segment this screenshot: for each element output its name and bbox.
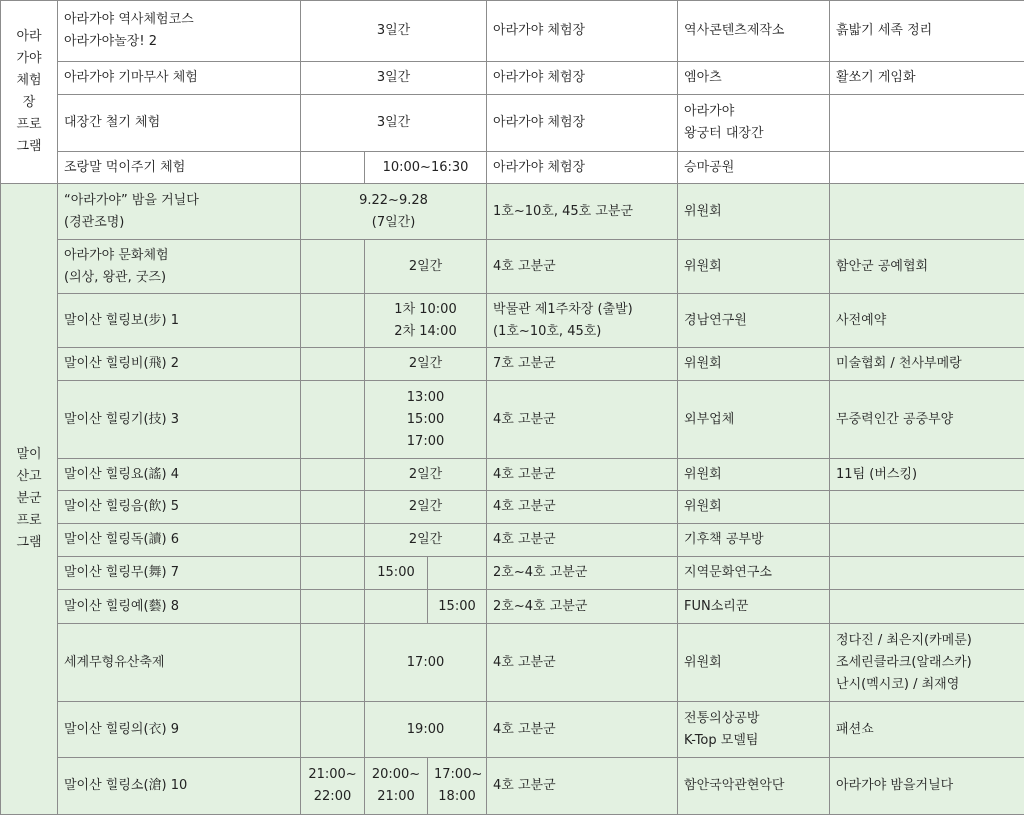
empty-cell (301, 152, 365, 184)
table-row (1, 624, 1024, 702)
organizer-cell: 위원회 (678, 184, 830, 240)
table-row (1, 381, 1024, 459)
venue-cell: 4호 고분군 (487, 624, 678, 702)
schedule-cell: 20:00~ 21:00 (365, 758, 428, 815)
category-cell-experience: 아라 가야 체험 장 프로 그램 (1, 1, 58, 184)
schedule-cell: 3일간 (301, 62, 487, 95)
empty-cell (365, 590, 428, 624)
empty-cell (301, 240, 365, 294)
schedule-cell: 15:00 (365, 557, 428, 590)
organizer-cell: 엠아츠 (678, 62, 830, 95)
empty-cell (301, 590, 365, 624)
table-row (1, 294, 1024, 348)
schedule-cell: 15:00 (428, 590, 487, 624)
schedule-cell: 3일간 (301, 1, 487, 62)
table-row (1, 702, 1024, 758)
organizer-cell: 승마공원 (678, 152, 830, 184)
venue-cell: 4호 고분군 (487, 459, 678, 491)
table-row (1, 524, 1024, 557)
empty-cell (301, 381, 365, 459)
venue-cell: 2호~4호 고분군 (487, 557, 678, 590)
organizer-cell: 외부업체 (678, 381, 830, 459)
venue-cell: 4호 고분군 (487, 758, 678, 815)
note-cell: 아라가야 밤을거닐다 (830, 758, 1024, 815)
schedule-cell: 21:00~ 22:00 (301, 758, 365, 815)
venue-cell: 1호~10호, 45호 고분군 (487, 184, 678, 240)
empty-cell (301, 524, 365, 557)
schedule-cell: 2일간 (365, 491, 487, 524)
venue-cell: 아라가야 체험장 (487, 62, 678, 95)
program-name-cell: 말이산 힐링기(技) 3 (58, 381, 301, 459)
program-name-cell: 말이산 힐링무(舞) 7 (58, 557, 301, 590)
empty-cell (301, 702, 365, 758)
venue-cell: 박물관 제1주차장 (출발) (1호~10호, 45호) (487, 294, 678, 348)
program-name-cell: 말이산 힐링의(衣) 9 (58, 702, 301, 758)
venue-cell: 4호 고분군 (487, 524, 678, 557)
organizer-cell: 위원회 (678, 624, 830, 702)
organizer-cell: 위원회 (678, 348, 830, 381)
schedule-cell: 17:00 (365, 624, 487, 702)
note-cell (830, 491, 1024, 524)
schedule-cell: 9.22~9.28 (7일간) (301, 184, 487, 240)
organizer-cell: 함안국악관현악단 (678, 758, 830, 815)
organizer-cell: 위원회 (678, 240, 830, 294)
note-cell: 사전예약 (830, 294, 1024, 348)
organizer-cell: 위원회 (678, 459, 830, 491)
venue-cell: 7호 고분군 (487, 348, 678, 381)
program-name-cell: “아라가야” 밤을 거닐다 (경관조명) (58, 184, 301, 240)
empty-cell (301, 624, 365, 702)
note-cell: 무중력인간 공중부양 (830, 381, 1024, 459)
empty-cell (301, 294, 365, 348)
venue-cell: 아라가야 체험장 (487, 152, 678, 184)
table-row (1, 152, 1024, 184)
venue-cell: 2호~4호 고분군 (487, 590, 678, 624)
venue-cell: 4호 고분군 (487, 240, 678, 294)
schedule-cell: 2일간 (365, 524, 487, 557)
organizer-cell: 위원회 (678, 491, 830, 524)
table-row (1, 1, 1024, 62)
organizer-cell: 기후책 공부방 (678, 524, 830, 557)
table-row (1, 240, 1024, 294)
note-cell: 흙밟기 세족 정리 (830, 1, 1024, 62)
schedule-cell: 2일간 (365, 459, 487, 491)
organizer-cell: 전통의상공방 K-Top 모델팀 (678, 702, 830, 758)
table-row (1, 459, 1024, 491)
table-row (1, 590, 1024, 624)
note-cell: 함안군 공예협회 (830, 240, 1024, 294)
schedule-cell: 3일간 (301, 95, 487, 152)
table-row (1, 62, 1024, 95)
schedule-cell: 19:00 (365, 702, 487, 758)
note-cell: 패션쇼 (830, 702, 1024, 758)
schedule-cell: 17:00~ 18:00 (428, 758, 487, 815)
program-name-cell: 대장간 철기 체험 (58, 95, 301, 152)
category-cell-malisan: 말이 산고 분군 프로 그램 (1, 184, 58, 815)
note-cell (830, 557, 1024, 590)
organizer-cell: 아라가야 왕궁터 대장간 (678, 95, 830, 152)
program-name-cell: 말이산 힐링독(讀) 6 (58, 524, 301, 557)
empty-cell (301, 557, 365, 590)
note-cell (830, 184, 1024, 240)
program-name-cell: 말이산 힐링비(飛) 2 (58, 348, 301, 381)
venue-cell: 4호 고분군 (487, 491, 678, 524)
program-name-cell: 아라가야 역사체험코스 아라가야놀장! 2 (58, 1, 301, 62)
venue-cell: 4호 고분군 (487, 702, 678, 758)
schedule-cell: 10:00~16:30 (365, 152, 487, 184)
venue-cell: 아라가야 체험장 (487, 1, 678, 62)
organizer-cell: 역사콘텐츠제작소 (678, 1, 830, 62)
program-name-cell: 말이산 힐링요(謠) 4 (58, 459, 301, 491)
note-cell (830, 95, 1024, 152)
venue-cell: 4호 고분군 (487, 381, 678, 459)
program-name-cell: 말이산 힐링예(藝) 8 (58, 590, 301, 624)
table-row (1, 491, 1024, 524)
empty-cell (428, 557, 487, 590)
empty-cell (301, 348, 365, 381)
table-row (1, 184, 1024, 240)
table-row (1, 95, 1024, 152)
program-name-cell: 조랑말 먹이주기 체험 (58, 152, 301, 184)
schedule-cell: 2일간 (365, 348, 487, 381)
program-name-cell: 말이산 힐링음(飮) 5 (58, 491, 301, 524)
venue-cell: 아라가야 체험장 (487, 95, 678, 152)
empty-cell (301, 491, 365, 524)
schedule-cell: 13:00 15:00 17:00 (365, 381, 487, 459)
program-name-cell: 아라가야 문화체험 (의상, 왕관, 굿즈) (58, 240, 301, 294)
note-cell (830, 524, 1024, 557)
organizer-cell: 지역문화연구소 (678, 557, 830, 590)
note-cell: 미술협회 / 천사부메랑 (830, 348, 1024, 381)
table-row (1, 557, 1024, 590)
table-row (1, 348, 1024, 381)
program-name-cell: 세계무형유산축제 (58, 624, 301, 702)
empty-cell (301, 459, 365, 491)
program-name-cell: 말이산 힐링보(步) 1 (58, 294, 301, 348)
note-cell: 정다진 / 최은지(카메룬) 조세린클라크(알래스카) 난시(멕시코) / 최재영 (830, 624, 1024, 702)
program-name-cell: 말이산 힐링소(滄) 10 (58, 758, 301, 815)
organizer-cell: FUN소리꾼 (678, 590, 830, 624)
note-cell (830, 590, 1024, 624)
program-name-cell: 아라가야 기마무사 체험 (58, 62, 301, 95)
note-cell (830, 152, 1024, 184)
note-cell: 활쏘기 게임화 (830, 62, 1024, 95)
organizer-cell: 경남연구원 (678, 294, 830, 348)
schedule-cell: 2일간 (365, 240, 487, 294)
table-row (1, 758, 1024, 815)
schedule-cell: 1차 10:00 2차 14:00 (365, 294, 487, 348)
note-cell: 11팀 (버스킹) (830, 459, 1024, 491)
